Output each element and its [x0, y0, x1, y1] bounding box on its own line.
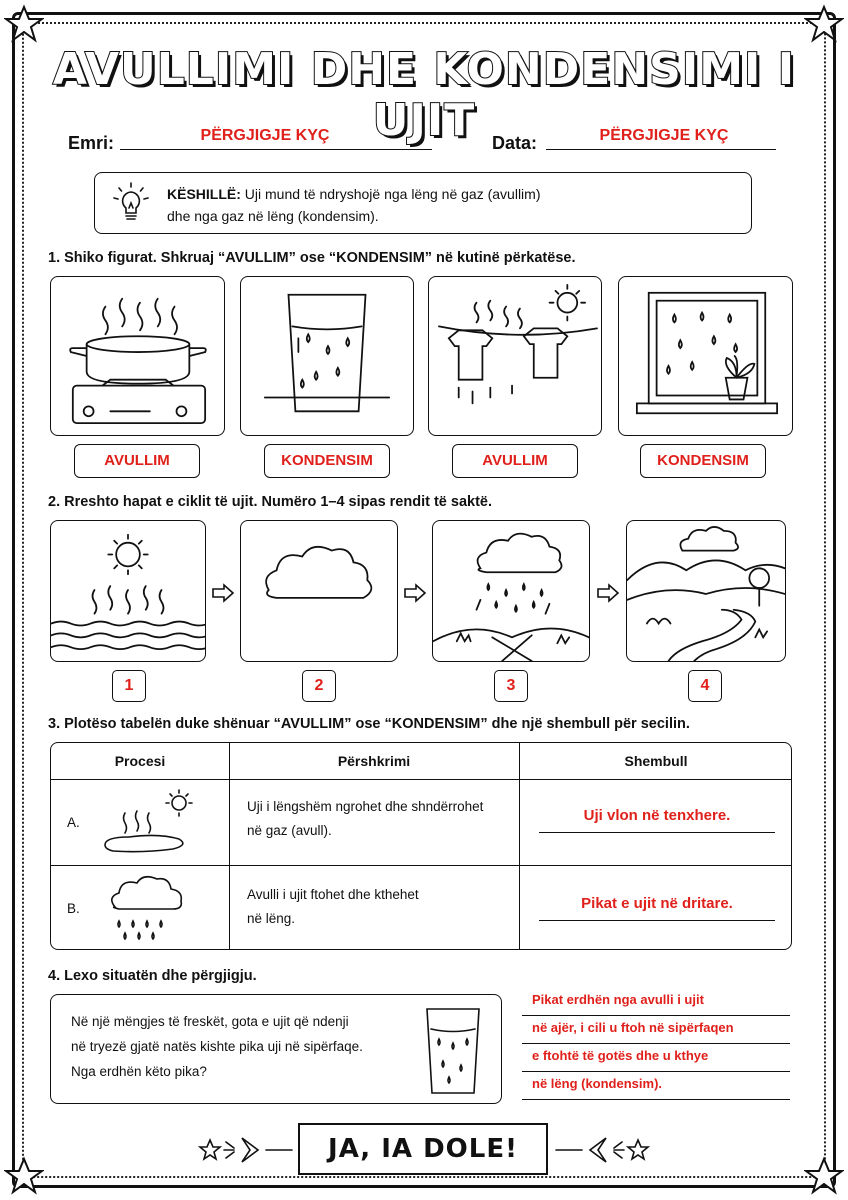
arrow-right-icon [596, 583, 620, 603]
picture-boiling-pot [50, 276, 225, 436]
situation-line-2: në tryezë gjatë natës kishte pika uji në sipërfaqe. [71, 1039, 363, 1054]
table-divider [51, 779, 791, 780]
question-3: 3. Plotëso tabelën duke shënuar “AVULLIM” ose “KONDENSIM” dhe një shembull për secilin. [48, 716, 690, 732]
tip-bold: KËSHILLË: [167, 186, 241, 202]
picture-drying-clothes [428, 276, 602, 436]
table-divider [229, 743, 230, 949]
name-label: Emri: [68, 133, 115, 153]
picture-cold-glass [240, 276, 414, 436]
arrow-right-icon [403, 583, 427, 603]
step-picture-4 [626, 520, 786, 662]
table-header-description: Përshkrimi [337, 753, 411, 769]
tip-line1: Uji mund të ndryshojë nga lëng në gaz (avullim) [240, 186, 541, 202]
process-table [50, 742, 792, 950]
boiling-pot-icon [51, 277, 224, 435]
situation-line-3: Nga erdhën këto pika? [71, 1064, 207, 1079]
star-icon [4, 1156, 44, 1196]
row-b-description-1: Avulli i ujit ftohet dhe kthehet [247, 887, 419, 902]
answer-box-1[interactable]: AVULLIM [74, 444, 200, 478]
river-landscape-icon [627, 521, 785, 661]
tip-text [167, 183, 727, 227]
question-2: 2. Rreshto hapat e ciklit të ujit. Numëro 1–4 sipas rendit të saktë. [48, 494, 493, 510]
row-b-description-2: në lëng. [247, 911, 296, 926]
response-line-3[interactable]: e ftohtë të gotës dhe u kthye [522, 1046, 790, 1072]
answer-box-2[interactable]: KONDENSIM [264, 444, 390, 478]
worksheet-title: AVULLIMI DHE KONDENSIMI I UJIT [52, 44, 796, 146]
situation-box [50, 994, 502, 1104]
star-icon [804, 4, 844, 44]
question-4: 4. Lexo situatën dhe përgjigju. [48, 968, 257, 984]
table-header-example: Shembull [624, 753, 688, 769]
rain-icon [433, 521, 589, 661]
row-letter-b: B. [67, 901, 80, 916]
step-number-2[interactable]: 2 [302, 670, 336, 702]
congrats-banner: JA, IA DOLE! [298, 1123, 548, 1175]
step-number-4[interactable]: 4 [688, 670, 722, 702]
step-picture-2 [240, 520, 398, 662]
cloud-icon [241, 521, 397, 661]
step-picture-1 [50, 520, 206, 662]
date-label: Data: [492, 133, 538, 153]
question-1: 1. Shiko figurat. Shkruaj “AVULLIM” ose “KONDENSIM” në kutinë përkatëse. [48, 250, 576, 266]
rain-cloud-icon [97, 871, 201, 947]
picture-window-droplets [618, 276, 793, 436]
answer-box-4[interactable]: KONDENSIM [640, 444, 766, 478]
row-a-example[interactable]: Uji vlon në tenxhere. [539, 807, 775, 833]
step-number-1[interactable]: 1 [112, 670, 146, 702]
star-icon [804, 1156, 844, 1196]
cold-glass-icon [241, 277, 413, 435]
star-icon [4, 4, 44, 44]
situation-text [71, 1009, 401, 1084]
puddle-sun-icon [97, 787, 201, 859]
row-a-description-1: Uji i lëngshëm ngrohet dhe shndërrohet [247, 799, 484, 814]
date-answer: PËRGJIGJE KYÇ [599, 127, 729, 144]
name-answer: PËRGJIGJE KYÇ [200, 127, 330, 144]
row-b-example[interactable]: Pikat e ujit në dritare. [539, 895, 775, 921]
sun-evaporation-icon [51, 521, 205, 661]
response-line-1[interactable]: Pikat erdhën nga avulli i ujit [522, 990, 790, 1016]
table-header-process: Procesi [114, 753, 166, 769]
glass-droplets-icon [421, 1005, 485, 1097]
response-line-4[interactable]: në lëng (kondensim). [522, 1074, 790, 1100]
response-line-2[interactable]: në ajër, i cili u ftoh në sipërfaqen [522, 1018, 790, 1044]
tip-box [94, 172, 752, 234]
situation-line-1: Në një mëngjes të freskët, gota e ujit që ndenji [71, 1014, 349, 1029]
table-divider [519, 743, 520, 949]
sparkle-left-icon [196, 1132, 296, 1168]
drying-clothes-icon [429, 277, 601, 435]
window-droplets-icon [619, 277, 792, 435]
answer-box-3[interactable]: AVULLIM [452, 444, 578, 478]
arrow-right-icon [211, 583, 235, 603]
table-divider [51, 865, 791, 866]
row-letter-a: A. [67, 815, 80, 830]
lightbulb-icon [111, 182, 151, 226]
tip-line2: dhe nga gaz në lëng (kondensim). [167, 208, 379, 224]
sparkle-right-icon [552, 1132, 652, 1168]
step-picture-3 [432, 520, 590, 662]
row-a-description-2: në gaz (avull). [247, 823, 332, 838]
step-number-3[interactable]: 3 [494, 670, 528, 702]
